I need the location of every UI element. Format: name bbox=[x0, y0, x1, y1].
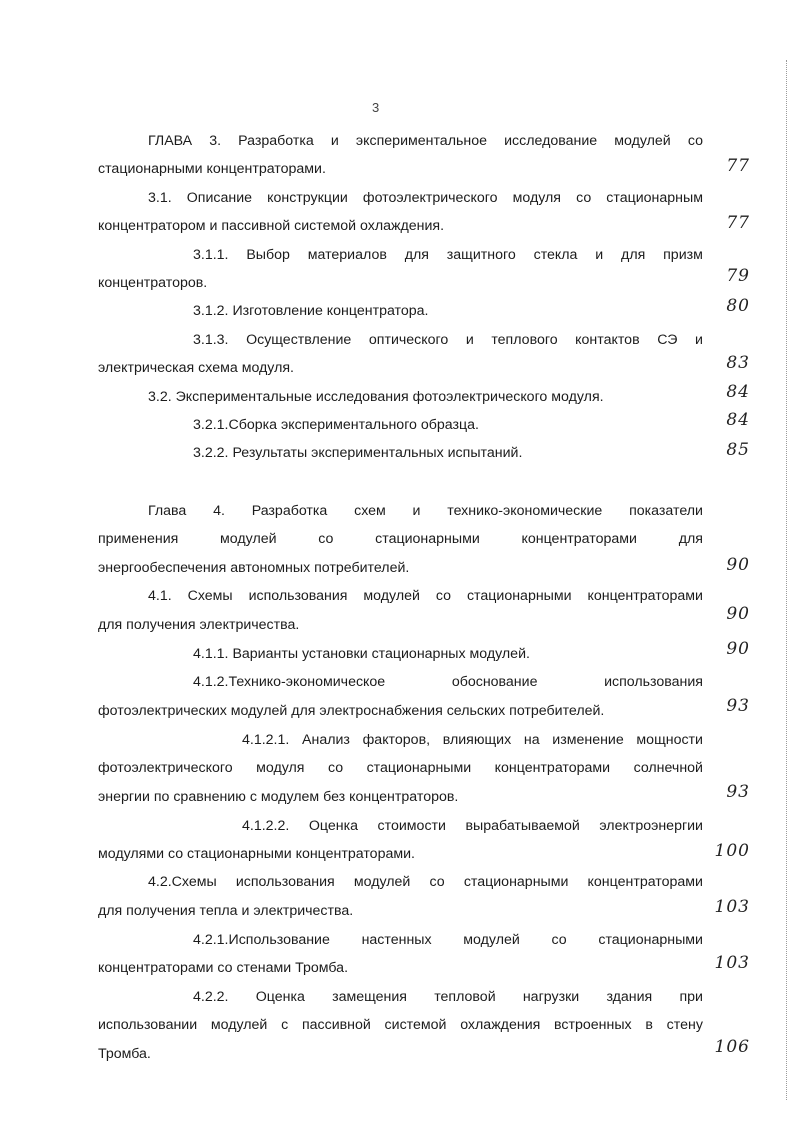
toc-word: стационарными bbox=[375, 531, 480, 547]
toc-word: стационарными bbox=[463, 874, 569, 890]
toc-entry-line bbox=[0, 300, 793, 322]
toc-word: Анализ bbox=[302, 732, 350, 748]
toc-word: модулей bbox=[220, 531, 277, 547]
toc-entry-line bbox=[0, 957, 793, 979]
toc-entry-line bbox=[0, 585, 793, 607]
toc-entry-line bbox=[0, 187, 793, 209]
toc-word: оптического bbox=[368, 332, 449, 348]
toc-word: со bbox=[429, 874, 445, 890]
toc-word: 4.2.2. bbox=[193, 989, 229, 1005]
toc-entry-line bbox=[0, 357, 793, 379]
toc-entry-text bbox=[148, 187, 703, 209]
page-number: 3 bbox=[372, 100, 380, 115]
toc-entry-line bbox=[0, 729, 793, 751]
toc-entry-text: 3.2. Экспериментальные исследования фотоэлектрического модуля. bbox=[148, 389, 604, 405]
toc-word: мощности bbox=[636, 732, 703, 748]
toc-entry-line bbox=[0, 244, 793, 266]
toc-word: влияющих bbox=[442, 732, 512, 748]
toc-word: здания bbox=[606, 989, 653, 1005]
toc-entry-line bbox=[0, 929, 793, 951]
toc-word: исследование bbox=[504, 133, 598, 149]
toc-page-ref-box bbox=[700, 382, 750, 406]
toc-entry-text bbox=[98, 1014, 703, 1036]
toc-word: Схемы bbox=[187, 588, 233, 604]
toc-word: модулей bbox=[353, 874, 411, 890]
toc-page-ref-box bbox=[700, 266, 750, 290]
toc-word: контактов bbox=[575, 332, 640, 348]
toc-word: стационарными bbox=[466, 588, 572, 604]
toc-word: СЭ bbox=[657, 332, 678, 348]
toc-page-ref: 106 bbox=[714, 1037, 750, 1057]
toc-entry-text: концентратором и пассивной системой охлаждения. bbox=[98, 218, 445, 234]
toc-entry-line bbox=[0, 871, 793, 893]
toc-word: использования bbox=[604, 674, 703, 690]
toc-word: 4.2.Схемы bbox=[148, 874, 217, 890]
toc-entry-line bbox=[0, 272, 793, 294]
toc-entry-text bbox=[98, 528, 703, 550]
toc-word: применения bbox=[98, 531, 179, 547]
toc-word: тепловой bbox=[434, 989, 496, 1005]
toc-word: концентраторами bbox=[587, 874, 703, 890]
toc-page-ref: 103 bbox=[714, 953, 750, 973]
toc-entry-text: электрическая схема модуля. bbox=[98, 360, 294, 376]
toc-word: 4.1.2.2. bbox=[242, 818, 290, 834]
toc-word: Разработка bbox=[238, 133, 314, 149]
toc-word: материалов bbox=[307, 247, 387, 263]
toc-page-ref: 93 bbox=[726, 782, 750, 802]
toc-entry-text: концентраторов. bbox=[98, 275, 208, 291]
toc-entry-line bbox=[0, 130, 793, 152]
toc-entry-line bbox=[0, 1043, 793, 1065]
toc-entry-text: концентраторами со стенами Тромба. bbox=[98, 960, 349, 976]
toc-word: обоснование bbox=[451, 674, 538, 690]
toc-page-ref-box bbox=[700, 353, 750, 377]
toc-entry-line bbox=[0, 815, 793, 837]
toc-word: пассивной bbox=[301, 1017, 371, 1033]
toc-word: 3.1.1. bbox=[193, 247, 229, 263]
toc-word: в bbox=[645, 1017, 653, 1033]
toc-entry-text: для получения тепла и электричества. bbox=[98, 903, 354, 919]
toc-word: Описание bbox=[186, 190, 253, 206]
toc-word: со bbox=[576, 190, 592, 206]
toc-word: со bbox=[687, 133, 703, 149]
toc-entry-text: энергии по сравнению с модулем без концентраторов. bbox=[98, 789, 459, 805]
toc-word: конструкции bbox=[267, 190, 348, 206]
toc-page-ref: 77 bbox=[726, 156, 750, 176]
toc-word: модулей bbox=[363, 588, 420, 604]
toc-word: 4.1.2.Технико-экономическое bbox=[193, 674, 386, 690]
toc-entry-line bbox=[0, 786, 793, 808]
toc-entry-text: 3.2.1.Сборка экспериментального образца. bbox=[193, 417, 479, 433]
toc-page-ref: 103 bbox=[714, 897, 750, 917]
toc-word: 4.2.1.Использование bbox=[193, 932, 330, 948]
toc-entry-line bbox=[0, 843, 793, 865]
toc-entry-text bbox=[242, 729, 703, 751]
toc-entry-line bbox=[0, 329, 793, 351]
toc-word: схем bbox=[354, 503, 386, 519]
toc-entry-line bbox=[0, 900, 793, 922]
toc-word: вырабатываемой bbox=[465, 818, 580, 834]
toc-word: и bbox=[412, 503, 421, 519]
toc-entry-line bbox=[0, 614, 793, 636]
toc-entry-text bbox=[193, 929, 703, 951]
toc-entry-line bbox=[0, 700, 793, 722]
toc-word: модуля bbox=[256, 760, 305, 776]
toc-word: стационарными bbox=[366, 760, 472, 776]
toc-word: ГЛАВА bbox=[148, 133, 193, 149]
toc-page-ref-box bbox=[700, 841, 750, 865]
toc-entry-text: для получения электричества. bbox=[98, 617, 300, 633]
toc-word: солнечной bbox=[633, 760, 703, 776]
toc-entry-text bbox=[193, 671, 703, 693]
toc-word: модулей bbox=[614, 133, 671, 149]
toc-page-ref-box bbox=[700, 953, 750, 977]
toc-word: замещения bbox=[332, 989, 407, 1005]
toc-entry-text: Тромба. bbox=[98, 1046, 151, 1062]
toc-word: системой bbox=[384, 1017, 447, 1033]
toc-word: для bbox=[621, 247, 646, 263]
toc-entry-text bbox=[242, 815, 703, 837]
toc-entry-line bbox=[0, 1014, 793, 1036]
toc-entry-text: модулями со стационарными концентраторами. bbox=[98, 846, 415, 862]
toc-entry-text bbox=[193, 244, 703, 266]
toc-page-ref-box bbox=[700, 410, 750, 434]
toc-word: концентраторами bbox=[521, 531, 637, 547]
toc-page-ref: 90 bbox=[726, 639, 750, 659]
toc-page-ref: 90 bbox=[726, 555, 750, 575]
toc-word: использовании bbox=[98, 1017, 198, 1033]
toc-entry-line bbox=[0, 986, 793, 1008]
toc-word: 3. bbox=[209, 133, 222, 149]
toc-entry-text: 3.2.2. Результаты экспериментальных испытаний. bbox=[193, 445, 523, 461]
toc-entry-line bbox=[0, 643, 793, 665]
toc-page-ref-box bbox=[700, 555, 750, 579]
toc-word: со bbox=[327, 760, 344, 776]
toc-word: при bbox=[679, 989, 703, 1005]
toc-page-ref-box bbox=[700, 639, 750, 663]
toc-word: экспериментальное bbox=[355, 133, 487, 149]
toc-entry-text bbox=[98, 757, 703, 779]
toc-word: призм bbox=[663, 247, 703, 263]
toc-page-ref: 90 bbox=[726, 604, 750, 624]
toc-page-ref-box bbox=[700, 897, 750, 921]
toc-entry-text bbox=[148, 585, 703, 607]
toc-word: модулей bbox=[463, 932, 520, 948]
toc-word: стационарным bbox=[606, 190, 703, 206]
toc-entry-line bbox=[0, 215, 793, 237]
toc-word: модуля bbox=[512, 190, 561, 206]
toc-page-ref-box bbox=[700, 604, 750, 628]
toc-entry-text bbox=[148, 500, 703, 522]
toc-page-ref-box bbox=[700, 213, 750, 237]
toc-page-ref: 84 bbox=[726, 410, 750, 430]
toc-word: 4.1. bbox=[148, 588, 172, 604]
toc-word: теплового bbox=[491, 332, 558, 348]
toc-word: концентраторами bbox=[587, 588, 703, 604]
toc-page-ref-box bbox=[700, 1037, 750, 1061]
toc-word: Осуществление bbox=[246, 332, 352, 348]
toc-word: факторов, bbox=[362, 732, 431, 748]
toc-page-ref-box bbox=[700, 696, 750, 720]
toc-page-ref: 79 bbox=[726, 266, 750, 286]
toc-page-ref-box bbox=[700, 440, 750, 464]
toc-word: и bbox=[330, 133, 339, 149]
toc-word: технико-экономические bbox=[447, 503, 603, 519]
toc-word: со bbox=[435, 588, 452, 604]
toc-page-ref-box bbox=[700, 156, 750, 180]
toc-word: 4.1.2.1. bbox=[242, 732, 290, 748]
toc-page-ref: 93 bbox=[726, 696, 750, 716]
toc-entry-text: 3.1.2. Изготовление концентратора. bbox=[193, 303, 429, 319]
toc-entry-text bbox=[193, 329, 703, 351]
toc-word: 3.1.3. bbox=[193, 332, 229, 348]
toc-entry-line bbox=[0, 557, 793, 579]
toc-word: фотоэлектрического bbox=[362, 190, 498, 206]
toc-word: 3.1. bbox=[148, 190, 172, 206]
toc-entry-line bbox=[0, 386, 793, 408]
toc-entry-line bbox=[0, 757, 793, 779]
toc-entry-text bbox=[148, 130, 703, 152]
toc-word: стекла bbox=[533, 247, 578, 263]
toc-word: встроенных bbox=[554, 1017, 632, 1033]
toc-page-ref-box bbox=[700, 782, 750, 806]
toc-entry-text: 4.1.1. Варианты установки стационарных модулей. bbox=[193, 646, 530, 662]
toc-word: Глава bbox=[148, 503, 187, 519]
toc-word: стену bbox=[666, 1017, 703, 1033]
toc-entry-line bbox=[0, 158, 793, 180]
toc-word: с bbox=[281, 1017, 289, 1033]
toc-page-ref: 100 bbox=[714, 841, 750, 861]
toc-entry-line bbox=[0, 528, 793, 550]
toc-word: Выбор bbox=[246, 247, 290, 263]
toc-word: модулей bbox=[210, 1017, 268, 1033]
toc-word: со bbox=[318, 531, 334, 547]
toc-word: фотоэлектрического bbox=[98, 760, 233, 776]
toc-word: защитного bbox=[446, 247, 516, 263]
toc-word: стационарными bbox=[598, 932, 703, 948]
toc-entry-line bbox=[0, 414, 793, 436]
toc-word: 4. bbox=[213, 503, 225, 519]
toc-entry-line bbox=[0, 442, 793, 464]
toc-word: использования bbox=[235, 874, 335, 890]
toc-word: и bbox=[695, 332, 703, 348]
toc-word: изменение bbox=[552, 732, 624, 748]
toc-entry-line bbox=[0, 500, 793, 522]
toc-word: стоимости bbox=[377, 818, 446, 834]
toc-word: на bbox=[523, 732, 540, 748]
toc-word: использования bbox=[248, 588, 348, 604]
toc-word: для bbox=[404, 247, 429, 263]
toc-word: и bbox=[595, 247, 604, 263]
toc-entry-line bbox=[0, 671, 793, 693]
toc-word: концентраторами bbox=[494, 760, 611, 776]
toc-page-ref: 77 bbox=[726, 213, 750, 233]
toc-entry-text bbox=[148, 871, 703, 893]
toc-entry-text: энергообеспечения автономных потребителей. bbox=[98, 560, 410, 576]
toc-entry-text: стационарными концентраторами. bbox=[98, 161, 326, 177]
toc-entry-text bbox=[193, 986, 703, 1008]
toc-word: показатели bbox=[629, 503, 703, 519]
toc-word: настенных bbox=[361, 932, 432, 948]
toc-entry-text: фотоэлектрических модулей для электроснабжения сельских потребителей. bbox=[98, 703, 605, 719]
toc-word: и bbox=[465, 332, 474, 348]
toc-page-ref: 80 bbox=[726, 296, 750, 316]
toc-word: Разработка bbox=[251, 503, 328, 519]
toc-page-ref-box bbox=[700, 296, 750, 320]
toc-word: для bbox=[678, 531, 703, 547]
toc-word: электроэнергии bbox=[599, 818, 703, 834]
toc-word: Оценка bbox=[255, 989, 305, 1005]
toc-word: со bbox=[551, 932, 567, 948]
toc-page-ref: 83 bbox=[726, 353, 750, 373]
toc-word: Оценка bbox=[308, 818, 359, 834]
toc-word: охлаждения bbox=[460, 1017, 541, 1033]
toc-word: нагрузки bbox=[522, 989, 580, 1005]
toc-page-ref: 84 bbox=[726, 382, 750, 402]
toc-page-ref: 85 bbox=[726, 440, 750, 460]
